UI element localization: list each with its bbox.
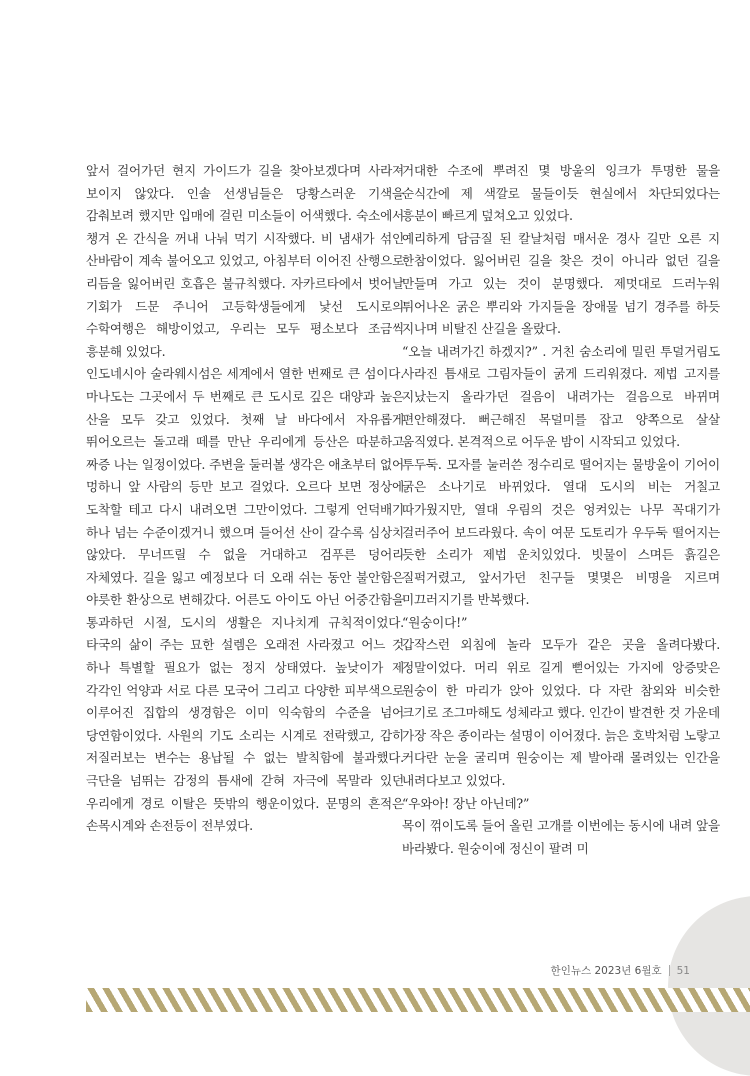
- article-dialogue: “우와아! 장난 아닌데?”: [402, 795, 530, 811]
- article-paragraph: 갑작스런 외침에 놀라 모두가 같은 곳을 올려다봤다. 정말이었다. 머리 위로 길게 뻗어있는 가지에 앙증맞은 원숭이 한 마리가 앉아 있었다. 다 자란 참외와 비슷한 크기로 조그마해도 성체라고 했다. 인간이 발견한 것 가운데 가장 작은 종이라는 설명이 이어졌다. 늙은 호박처럼 노랗고 커다란 눈을 굴리며 원숭이는 제 발아래 몰려있는 인간을 내려다보고 있었다.: [402, 637, 720, 789]
- article-paragraph: 거대한 수조에 뿌려진 몇 방울의 잉크가 투명한 물을 순식간에 제 색깔로 물들이듯 현실에서 차단되었다는 흥분이 빠르게 덮쳐오고 있었다.: [402, 163, 720, 224]
- article-paragraph: 투두둑. 모자를 눌러쓴 정수리로 떨어지는 물방울이 기어이 굵은 소나기로 바뀌었다. 열대 도시의 비는 거칠고 따가웠지만, 열대 우림의 것은 엉켜있는 나무 꼭대기가 걸러주어 보드라웠다. 속이 여문 도토리가 우두둑 떨어지는 듯한 소리가 제법 운치있었다. 빗물이 스며든 흙길은 질퍽거렸고, 앞서가던 친구들 몇몇은 비명을 지르며 미끄러지기를 반복했다.: [402, 456, 720, 608]
- page-number: 51: [676, 964, 690, 977]
- decorative-circle: [668, 896, 750, 1076]
- publication-name: 한인뉴스 2023년 6월호: [550, 965, 662, 977]
- article-paragraph: 앞서 걸어가던 현지 가이드가 길을 찾아보겠다며 사라져 보이지 않았다. 인솔 선생님들은 당황스러운 기색을 감춰보려 했지만 입매에 걸린 미소들이 어색했다. 숙소에서 챙겨 온 간식을 꺼내 나눠 먹기 시작했다. 비 냄새가 섞인 산바람이 계속 불어오고 있었고, 아침부터 이어진 산행으로 리듬을 잃어버린 호흡은 불규칙했다. 자카르타에서 벗어날 기회가 드문 주니어 고등학생들에게 낯선 도시로의 수학여행은 해방이었고, 우리는 모두 평소보다 조금씩 흥분해 있었다.: [86, 163, 404, 359]
- page-footer: [551, 963, 690, 978]
- decorative-stripe-band: [86, 988, 750, 1012]
- article-paragraph: 예리하게 담금질 된 칼날처럼 매서운 경사 길만 오른 지 한참이었다. 잃어버린 길을 찾은 것이 아니라 없던 길을 만들며 가고 있는 것이 분명했다. 제멋대로 드러누워 튀어나온 굵은 뿌리와 가지들을 장애물 넘기 경주를 하듯 지나며 비탈진 산길을 올랐다.: [402, 230, 720, 337]
- article-dialogue: “원숭이다!”: [402, 614, 468, 630]
- article-paragraph: “오늘 내려가긴 하겠지?” . 거친 숨소리에 밀린 투덜거림도 사라진 틈새로 그림자들이 굵게 드리워졌다. 제법 고지를 지났는지 올라가던 걸음이 내려가는 걸음으로 바뀌며 편안해졌다. 뻐근해진 목덜미를 잡고 양쪽으로 살살 움직였다. 본격적으로 어두운 밤이 시작되고 있었다.: [402, 343, 720, 450]
- footer-divider: [669, 965, 670, 976]
- article-column-left: [86, 160, 404, 838]
- article-paragraph: 인도네시아 술라웨시섬은 세계에서 열한 번째로 큰 섬이다. 마나도는 그곳에서 두 번째로 큰 도시로 깊은 대양과 높은 산을 모두 갖고 있었다. 첫째 날 바다에서 자유롭게 뛰어오르는 돌고래 떼를 만난 우리에게 등산은 따분하고 짜증 나는 일정이었다. 주변을 둘러볼 생각은 애초부터 없어 멍하니 앞 사람의 등만 보고 걸었다. 오르다 보면 정상에 도착할 테고 다시 내려오면 그만이었다. 그렇게 언덕배기 하나 넘는 수준이겠거니 했으며 들어선 산이 갈수록 심상치 않았다. 무너뜨릴 수 없을 거대하고 검푸른 덩어리 자체였다. 길을 잃고 예정보다 더 오래 쉬는 동안 불안함은 야릇한 환상으로 변해갔다. 어른도 아이도 아닌 어중간함을 통과하던 시절, 도시의 생활은 지나치게 규칙적이었다. 타국의 삶이 주는 묘한 설렘은 오래전 사라졌고 어느 것 하나 특별할 필요가 없는 정지 상태였다. 높낮이가 제 각각인 억양과 서로 다른 모국어 그리고 다양한 피부색으로 이루어진 집합의 생경함은 이미 익숙함의 수준을 넘어 당연함이었다. 사원의 기도 소리는 시계로 전락했고, 감히 저질러보는 변수는 용납될 수 없는 발칙함에 불과했다. 극단을 넘뛰는 감정의 틈새에 갇혀 자극에 목말라 있던 우리에게 경로 이탈은 뜻밖의 행운이었다. 문명의 흔적은 손목시계와 손전등이 전부였다.: [86, 366, 404, 834]
- article-column-right: [402, 160, 720, 860]
- article-paragraph: 목이 꺾이도록 들어 올린 고개를 이번에는 동시에 내려 앞을 바라봤다. 원숭이에 정신이 팔려 미: [402, 818, 720, 856]
